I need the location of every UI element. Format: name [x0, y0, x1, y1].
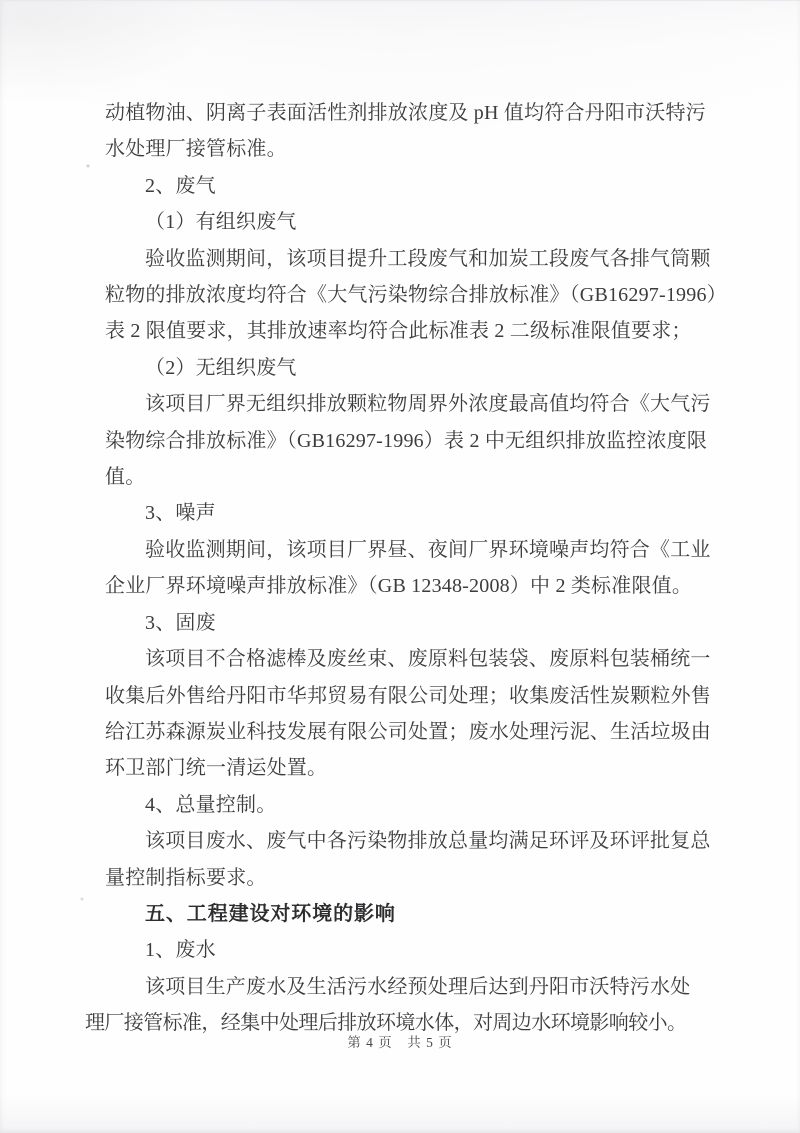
text-line: 3、噪声: [145, 502, 216, 525]
text-line: 粒物的排放浓度均符合《大气污染物综合排放标准》（GB16297-1996）: [105, 284, 727, 307]
text-line: 1、废水: [145, 939, 216, 962]
text-line: 3、固废: [145, 611, 216, 634]
text-line: 值。: [105, 466, 146, 489]
text-line: 表 2 限值要求，其排放速率均符合此标准表 2 二级标准限值要求；: [105, 320, 692, 343]
text-line: 环卫部门统一清运处置。: [105, 757, 328, 780]
text-line: 验收监测期间，该项目厂界昼、夜间厂界环境噪声均符合《工业: [145, 538, 711, 561]
text-line: 企业厂界环境噪声排放标准》（GB 12348-2008）中 2 类标准限值。: [105, 575, 693, 598]
text-line: 量控制指标要求。: [105, 866, 267, 889]
text-line: 该项目废水、废气中各污染物排放总量均满足环评及环评批复总: [145, 830, 711, 853]
text-line: 该项目厂界无组织排放颗粒物周界外浓度最高值均符合《大气污: [145, 393, 711, 416]
page-number: 第 4 页 共 5 页: [347, 1035, 453, 1050]
text-line: （2）无组织废气: [145, 356, 297, 379]
text-line: 动植物油、阴离子表面活性剂排放浓度及 pH 值均符合丹阳市沃特污: [105, 102, 706, 124]
text-line: 验收监测期间，该项目提升工段废气和加炭工段废气各排气筒颗: [145, 247, 711, 270]
text-line: 染物综合排放标准》（GB16297-1996）表 2 中无组织排放监控浓度限: [105, 429, 708, 452]
text-line: 该项目生产废水及生活污水经预处理后达到丹阳市沃特污水处: [145, 975, 691, 998]
page-footer: [0, 1031, 800, 1051]
text-line: 收集后外售给丹阳市华邦贸易有限公司处理；收集废活性炭颗粒外售: [105, 684, 711, 707]
text-line: 水处理厂接管标准。: [105, 138, 287, 161]
text-line: 该项目不合格滤棒及废丝束、废原料包装袋、废原料包装桶统一: [145, 648, 711, 671]
text-line: 2、废气: [145, 174, 216, 197]
section-heading: 五、工程建设对环境的影响: [145, 902, 396, 925]
document-body: [85, 95, 727, 1042]
text-line: （1）有组织废气: [145, 211, 297, 234]
text-line: 4、总量控制。: [145, 793, 277, 816]
text-line: 给江苏森源炭业科技发展有限公司处置；废水处理污泥、生活垃圾由: [105, 720, 711, 743]
text-line: 理厂接管标准，经集中处理后排放环境水体，对周边水环境影响较小。: [85, 1012, 687, 1035]
